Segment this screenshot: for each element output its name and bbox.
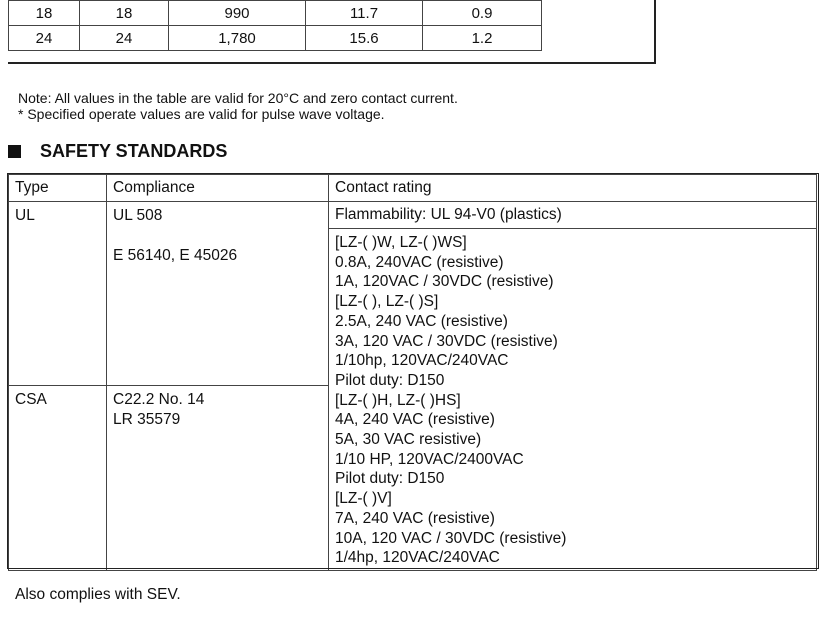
table-cell-empty [542,26,656,51]
table-notes [18,90,458,122]
rating-line: 0.8A, 240VAC (resistive) [335,253,504,271]
rating-line: [LZ-( )H, LZ-( )HS] [335,391,461,409]
coil-table-border-bottom [8,62,656,64]
table-row [9,26,656,51]
safety-standards-table [8,174,817,571]
type-cell [9,385,107,570]
rating-line: 4A, 240 VAC (resistive) [335,411,495,429]
header-compliance: Compliance [107,175,329,202]
rating-line: [LZ-( )W, LZ-( )WS] [335,234,467,251]
table-cell: 11.7 [306,1,423,26]
table-cell-empty [542,1,656,26]
type-cell [9,202,107,386]
table-cell: 18 [9,1,80,26]
table-row [9,202,817,229]
contact-rating-cell [329,229,817,571]
note-line: Note: All values in the table are valid for 20°C and zero contact current. [18,90,458,106]
header-contact-rating: Contact rating [329,175,817,202]
rating-line: [LZ-( )V] [335,490,392,508]
rating-line: 10A, 120 VAC / 30VDC (resistive) [335,529,567,547]
header-type: Type [9,175,107,202]
table-cell: 0.9 [423,1,542,26]
table-cell: 1.2 [423,26,542,51]
note-line: * Specified operate values are valid for pulse wave voltage. [18,106,385,122]
table-cell: 15.6 [306,26,423,51]
rating-line: 1/4hp, 120VAC/240VAC [335,549,500,567]
coil-table-border-right [654,0,656,63]
rating-line: Pilot duty: D150 [335,371,445,389]
table-cell: 1,780 [169,26,306,51]
rating-line: 5A, 30 VAC resistive) [335,431,482,449]
table-row [9,1,656,26]
compliance-cell [107,202,329,386]
rating-line: 1/10 HP, 120VAC/2400VAC [335,450,524,468]
rating-line: 1A, 120VAC / 30VDC (resistive) [335,273,554,291]
table-cell: 24 [9,26,80,51]
rating-line: Pilot duty: D150 [335,470,445,488]
square-bullet-icon [8,145,21,158]
rating-line: 3A, 120 VAC / 30VDC (resistive) [335,332,558,350]
compliance-ul-file: E 56140, E 45026 [113,247,238,264]
compliance-ul-standard: UL 508 [113,207,163,224]
rating-line: 2.5A, 240 VAC (resistive) [335,312,508,330]
table-cell: 990 [169,1,306,26]
table-cell: 24 [80,26,169,51]
rating-line: [LZ-( ), LZ-( )S] [335,293,439,311]
table-header-row [9,175,817,202]
type-ul: UL [15,207,35,224]
flammability-cell: Flammability: UL 94-V0 (plastics) [329,202,817,229]
type-csa: CSA [15,390,47,408]
section-heading [8,139,227,163]
rating-line: 1/10hp, 120VAC/240VAC [335,352,509,370]
compliance-cell [107,385,329,570]
coil-data-table [8,0,656,51]
section-title: SAFETY STANDARDS [40,140,228,161]
compliance-csa-standard: C22.2 No. 14 [113,390,205,408]
compliance-csa-file: LR 35579 [113,410,181,428]
footer-note: Also complies with SEV. [15,586,181,603]
rating-line: 7A, 240 VAC (resistive) [335,509,495,527]
table-cell: 18 [80,1,169,26]
